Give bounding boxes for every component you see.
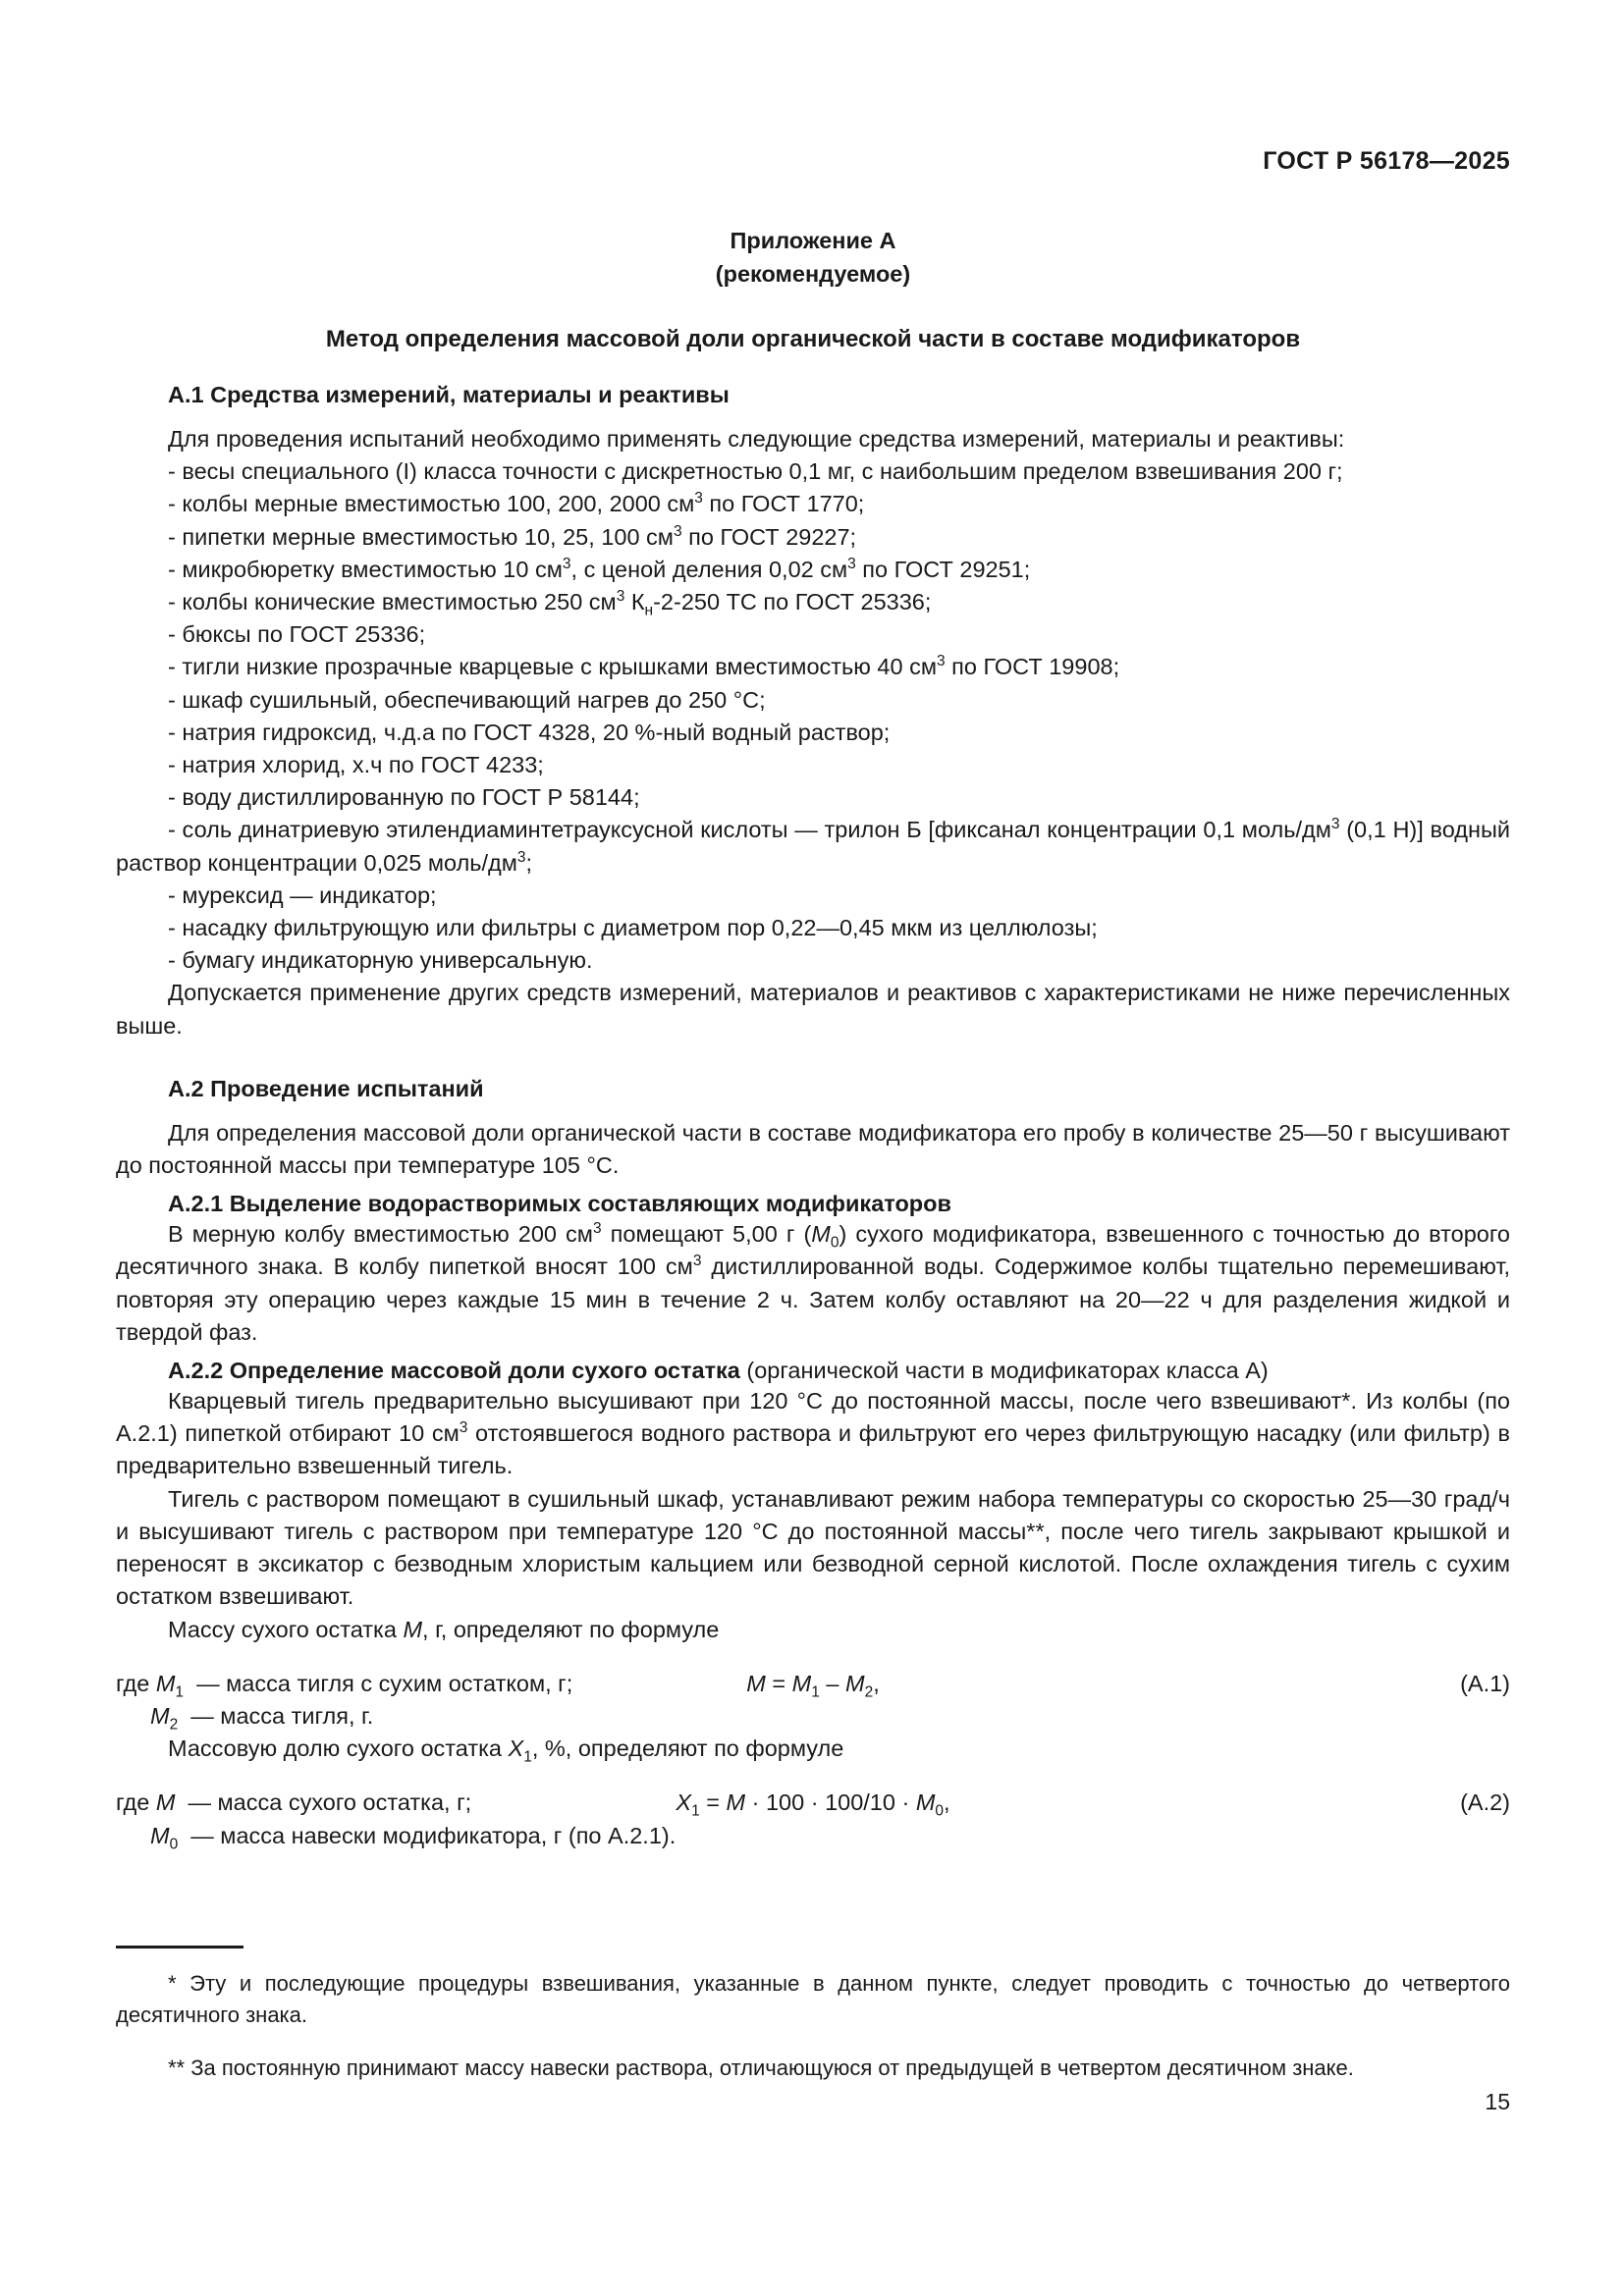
section-a1-intro: Для проведения испытаний необходимо применять следующие средства измерений, материалы и реактивы:: [168, 426, 1345, 452]
section-heading-a2: А.2 Проведение испытаний: [168, 1075, 484, 1101]
list-item: - соль динатриевую этилендиаминтетрауксусной кислоты — трилон Б [фиксанал концентрации 0,1 моль/$дм^3$ (0,1 Н)] водный раствор концентрации 0,025 моль/$дм^3$;: [116, 816, 1510, 876]
list-item: - тигли низкие прозрачные кварцевые с крышками вместимостью 40 $см^3$ по ГОСТ 19908;: [168, 653, 1120, 680]
list-item: - колбы мерные вместимостью 100, 200, 2000 $см^3$ по ГОСТ 1770;: [168, 490, 865, 517]
formula-a1-where-line-2: $M_2$ — масса тигля, г.: [150, 1702, 374, 1734]
list-item: - шкаф сушильный, обеспечивающий нагрев до 250 °С;: [168, 686, 766, 713]
section-a22-para1: Кварцевый тигель предварительно высушивают при 120 °С до постоянной массы, после чего взвешивают*. Из колбы (по А.2.1) пипеткой отбирают 10 $см^3$ отстоявшегося водного раствора и фильтруют его через фильтрующую насадку (или фильтр) в предварительно взвешенный тигель.: [116, 1388, 1510, 1479]
lead-in-formula-a1: Массу сухого остатка M, г, определяют по формуле: [168, 1616, 720, 1642]
formula-a1-expression: $M = M_1 - M_2$,: [746, 1670, 880, 1701]
section-heading-a22-bold: А.2.2 Определение массовой доли сухого остатка: [168, 1358, 740, 1384]
section-heading-a1: А.1 Средства измерений, материалы и реактивы: [168, 382, 730, 407]
section-a2-intro: Для определения массовой доли органической части в составе модификатора его пробу в количестве 25—50 г высушивают до постоянной массы при температуре 105 °С.: [116, 1119, 1510, 1179]
list-item: - бюксы по ГОСТ 25336;: [168, 621, 426, 648]
annex-method-title: Метод определения массовой доли органической части в составе модификаторов: [325, 326, 1301, 352]
list-item: - пипетки мерные вместимостью 10, 25, 100 $см^3$ по ГОСТ 29227;: [168, 522, 857, 550]
section-heading-a22: [116, 1357, 1510, 1385]
footnote-block: [116, 1946, 1510, 2084]
annex-title: Приложение А: [730, 228, 896, 253]
section-a1-closing: Допускается применение других средств измерений, материалов и реактивов с характеристиками не ниже перечисленных выше.: [116, 980, 1510, 1039]
footnote-single-asterisk: * Эту и последующие процедуры взвешивания, указанные в данном пункте, следует проводить с точностью до четвертого десятичного знака.: [116, 1971, 1510, 2027]
list-item: - натрия хлорид, х.ч по ГОСТ 4233;: [168, 752, 544, 778]
section-a21-body: В мерную колбу вместимостью 200 $см^3$ помещают 5,00 г $(M_0)$ сухого модификатора, взвешенного с точностью до второго десятичного знака. В колбу пипеткой вносят 100 $см^3$ дистиллированной воды. Содержимое колбы тщательно перемешивают, повторяя эту операцию через каждые 15 мин в течение 2 ч. Затем колбу оставляют на 20—22 ч для разделения жидкой и твердой фаз.: [116, 1220, 1511, 1345]
formula-a2-where-line-1: где M — масса сухого остатка, г;: [116, 1789, 472, 1816]
section-a22-para2: Тигель с раствором помещают в сушильный шкаф, устанавливают режим набора температуры со скоростью 25—30 град/ч и высушивают тигель с раствором при температуре 120 °С до постоянной массы**, после чего тигель закрывают крышкой и переносят в эксикатор с безводным хлористым кальцием или безводной серной кислотой. После охлаждения тигель с сухим остатком взвешивают.: [116, 1485, 1510, 1610]
list-item: - весы специального (I) класса точности с дискретностью 0,1 мг, с наибольшим пределом взвешивания 200 г;: [168, 458, 1343, 485]
section-heading-a21: А.2.1 Выделение водорастворимых составляющих модификаторов: [168, 1191, 951, 1217]
list-item: - воду дистиллированную по ГОСТ Р 58144;: [168, 784, 640, 811]
formula-a1-number: (А.1): [1460, 1670, 1510, 1696]
formula-a1-where-line-1: где $M_1$ — масса тигля с сухим остатком, г;: [116, 1670, 573, 1701]
page-number: 15: [1485, 2089, 1510, 2114]
footnote-separator-rule: [116, 1946, 244, 1949]
section-a1-item-list: [116, 455, 1510, 977]
list-item: - колбы конические вместимостью 250 $см^3$ $К_н-2-250$ ТС по ГОСТ 25336;: [168, 588, 932, 619]
list-item: - натрия гидроксид, ч.д.а по ГОСТ 4328, 20 %-ный водный раствор;: [168, 719, 891, 745]
lead-in-formula-a2: Массовую долю сухого остатка $X_1$, %, определяют по формуле: [168, 1735, 844, 1766]
list-item: - микробюретку вместимостью 10 $см^3$, с ценой деления 0,02 $см^3$ по ГОСТ 29251;: [168, 555, 1031, 582]
formula-a2-where-line-2: $M_0$ — масса навески модификатора, г (по А.2.1).: [150, 1822, 677, 1853]
document-header-standard-id: ГОСТ Р 56178—2025: [1263, 147, 1510, 175]
footnote-double-asterisk: ** За постоянную принимают массу навески раствора, отличающуюся от предыдущей в четвертом десятичном знаке.: [168, 2056, 1354, 2080]
document-body: [116, 381, 1510, 1852]
list-item: - мурексид — индикатор;: [168, 881, 437, 908]
annex-status: (рекомендуемое): [715, 261, 911, 287]
section-heading-a22-normal: (органической части в модификаторах класса А): [739, 1358, 1269, 1384]
formula-a2-number: (А.2): [1460, 1789, 1510, 1816]
annex-heading-block: [116, 224, 1510, 291]
list-item: - насадку фильтрующую или фильтры с диаметром пор 0,22—0,45 мкм из целлюлозы;: [168, 915, 1098, 941]
formula-a2-expression: $X_1 = M \cdot 100 \cdot 100/10 \cdot M_0$,: [676, 1789, 950, 1820]
list-item: - бумагу индикаторную универсальную.: [168, 947, 593, 974]
